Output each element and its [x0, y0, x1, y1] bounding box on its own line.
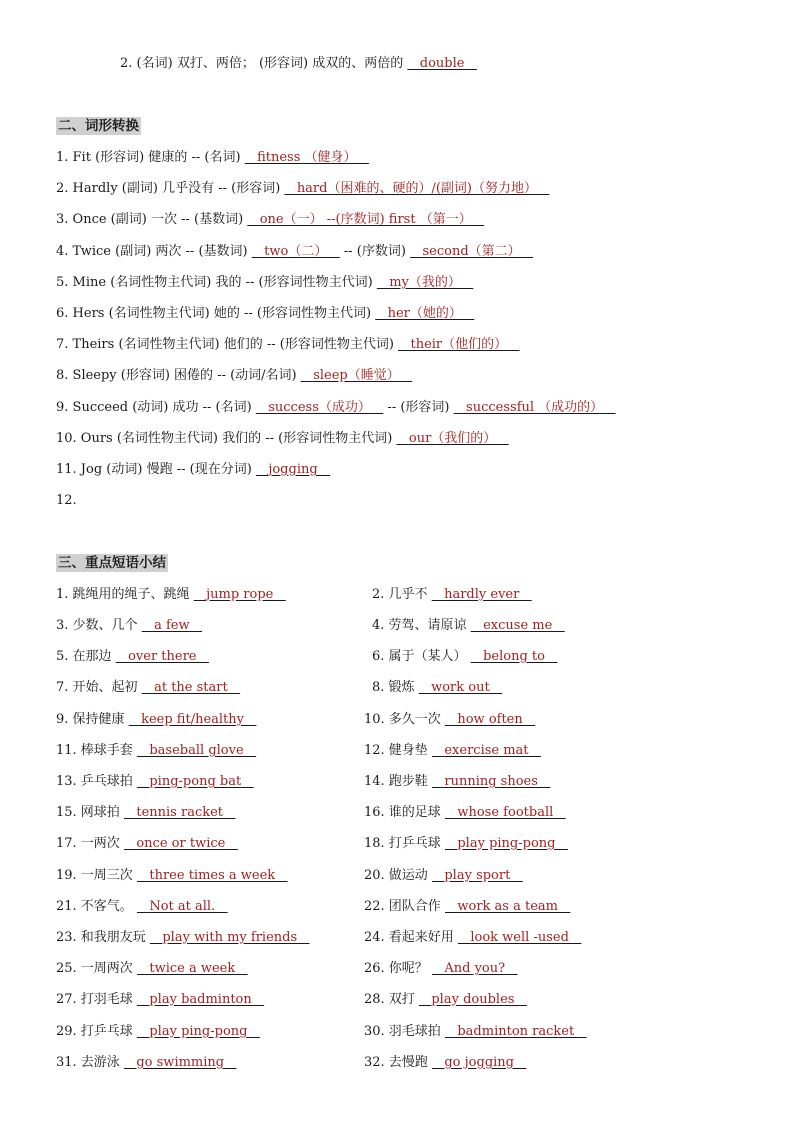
phrase-label: 16. 谁的足球 [364, 805, 441, 820]
phrase-label: 6. 属于（某人） [372, 649, 467, 664]
answer-blank [301, 368, 412, 383]
answer-blank [137, 1024, 260, 1039]
item-label: 8. Sleepy (形容词) 困倦的 -- (动词/名词) [56, 368, 297, 383]
answer-text: go swimming [136, 1055, 225, 1070]
phrase-item [364, 1054, 526, 1072]
answer-text: Not at all. [149, 899, 216, 914]
answer-blank [284, 181, 549, 196]
answer-blank [194, 587, 286, 602]
answer-blank [410, 244, 533, 259]
answer-text: once or twice [136, 836, 226, 851]
phrase-label: 17. 一两次 [56, 836, 120, 851]
phrase-item [56, 773, 254, 791]
word-form-item [56, 461, 330, 479]
answer-text: keep fit/healthy [141, 712, 245, 727]
word-form-item [56, 367, 412, 385]
phrase-label: 11. 棒球手套 [56, 743, 133, 758]
answer-text: their（他们的） [410, 337, 508, 352]
phrase-label: 20. 做运动 [364, 868, 428, 883]
phrase-item [56, 711, 256, 729]
answer-text: badminton racket [457, 1024, 575, 1039]
answer-text: play ping-pong [457, 836, 556, 851]
answer-blank [116, 649, 209, 664]
phrase-label: 31. 去游泳 [56, 1055, 120, 1070]
answer-blank [445, 805, 566, 820]
phrase-label: 30. 羽毛球拍 [364, 1024, 441, 1039]
phrase-label: 29. 打乒乓球 [56, 1024, 133, 1039]
answer-text: second（第二） [422, 244, 521, 259]
phrase-label: 2. 几乎不 [372, 587, 428, 602]
top-item [120, 55, 477, 73]
phrase-item [56, 960, 248, 978]
answer-text: my（我的） [389, 275, 461, 290]
answer-blank [150, 930, 310, 945]
phrase-item [372, 617, 565, 635]
phrase-item [364, 867, 523, 885]
phrase-label: 23. 和我朋友玩 [56, 930, 146, 945]
word-form-item [56, 211, 484, 229]
answer-blank [142, 618, 202, 633]
top-item-num: 2. [120, 56, 133, 71]
answer-blank [471, 618, 565, 633]
phrase-label: 21. 不客气。 [56, 899, 133, 914]
answer-blank [432, 743, 541, 758]
answer-text: hard（困难的、硬的）/(副词)（努力地） [296, 181, 537, 196]
answer-text: play sport [444, 868, 511, 883]
phrase-item [56, 867, 288, 885]
answer-blank [432, 587, 532, 602]
phrase-item [364, 742, 541, 760]
top-item-prefix: (名词) 双打、两倍； (形容词) 成双的、两倍的 [136, 56, 404, 71]
phrase-label: 13. 乒乓球拍 [56, 774, 133, 789]
item-label: 3. Once (副词) 一次 -- (基数词) [56, 212, 244, 227]
answer-blank [432, 868, 523, 883]
phrase-label: 19. 一周三次 [56, 868, 133, 883]
answer-text: at the start [154, 680, 228, 695]
answer-blank [137, 743, 256, 758]
answer-blank [142, 680, 240, 695]
phrase-label: 15. 网球拍 [56, 805, 120, 820]
answer-blank [247, 212, 484, 227]
phrase-label: 5. 在那边 [56, 649, 112, 664]
answer-text: a few [154, 618, 190, 633]
answer-text: jump rope [206, 587, 274, 602]
phrase-label: 22. 团队合作 [364, 899, 441, 914]
answer-blank [445, 836, 568, 851]
item-label: 6. Hers (名词性物主代词) 她的 -- (形容词性物主代词) [56, 306, 372, 321]
phrase-item [364, 991, 527, 1009]
answer-blank [396, 431, 508, 446]
answer-blank [124, 836, 238, 851]
phrase-item [56, 929, 310, 947]
answer-text: sleep（睡觉） [313, 368, 400, 383]
answer-text: excuse me [483, 618, 553, 633]
phrase-label: 9. 保持健康 [56, 712, 125, 727]
phrase-label: 12. 健身垫 [364, 743, 428, 758]
answer-text: how often [457, 712, 523, 727]
answer-blank [445, 899, 570, 914]
answer-blank [432, 774, 550, 789]
item-mid-label: -- (形容词) [383, 400, 450, 415]
phrase-label: 24. 看起来好用 [364, 930, 454, 945]
item-label: 11. Jog (动词) 慢跑 -- (现在分词) [56, 462, 252, 477]
phrase-item [56, 586, 286, 604]
phrase-item [56, 1023, 260, 1041]
answer-text: twice a week [149, 961, 236, 976]
word-form-item [56, 399, 616, 417]
phrase-item [372, 648, 557, 666]
answer-text: her（她的） [387, 306, 462, 321]
item-label: 1. Fit (形容词) 健康的 -- (名词) [56, 150, 241, 165]
word-form-item [56, 274, 473, 292]
answer-blank [137, 868, 288, 883]
answer-blank [419, 680, 502, 695]
phrase-item [56, 804, 235, 822]
item-label: 4. Twice (副词) 两次 -- (基数词) [56, 244, 248, 259]
answer-text: play badminton [149, 992, 252, 1007]
answer-text: work as a team [457, 899, 558, 914]
answer-blank [137, 961, 248, 976]
answer-blank [377, 275, 473, 290]
answer-text: three times a week [149, 868, 276, 883]
answer-blank [432, 961, 518, 976]
phrase-item [364, 773, 550, 791]
word-form-item [56, 305, 474, 323]
answer-blank [137, 774, 254, 789]
answer-blank [445, 712, 535, 727]
section-heading-phrases: 三、重点短语小结 [58, 555, 166, 571]
answer-text: And you? [444, 961, 506, 976]
item-label: 2. Hardly (副词) 几乎没有 -- (形容词) [56, 181, 281, 196]
phrase-label: 28. 双打 [364, 992, 415, 1007]
answer-text: play with my friends [162, 930, 298, 945]
answer-text: exercise mat [444, 743, 529, 758]
answer-blank [124, 805, 235, 820]
phrase-item [364, 898, 570, 916]
answer-blank [375, 306, 474, 321]
phrase-item [364, 835, 568, 853]
item-mid-label: -- (序数词) [339, 244, 406, 259]
word-form-item [56, 336, 520, 354]
answer-blank [245, 150, 369, 165]
phrase-label: 27. 打羽毛球 [56, 992, 133, 1007]
answer-blank [407, 56, 477, 71]
item-label: 10. Ours (名词性物主代词) 我们的 -- (形容词性物主代词) [56, 431, 393, 446]
phrase-item [364, 1023, 587, 1041]
phrase-item [372, 586, 532, 604]
answer-text: belong to [483, 649, 545, 664]
word-form-item [56, 243, 533, 261]
phrase-item [56, 991, 264, 1009]
phrase-item [56, 742, 256, 760]
phrase-label: 1. 跳绳用的绳子、跳绳 [56, 587, 190, 602]
phrase-label: 4. 劳驾、请原谅 [372, 618, 467, 633]
answer-text: running shoes [444, 774, 538, 789]
answer-blank [398, 337, 519, 352]
answer-blank [454, 400, 616, 415]
answer-text: tennis racket [136, 805, 224, 820]
answer-text: success（成功） [268, 400, 371, 415]
phrase-item [364, 711, 535, 729]
answer-blank [129, 712, 257, 727]
answer-text: hardly ever [444, 587, 520, 602]
answer-blank [458, 930, 581, 945]
phrase-item [56, 1054, 237, 1072]
phrase-item [372, 679, 502, 697]
answer-text: two（二） [264, 244, 328, 259]
phrase-label: 8. 锻炼 [372, 680, 415, 695]
answer-text: our（我们的） [408, 431, 497, 446]
answer-text: double [419, 56, 465, 71]
phrase-item [364, 929, 581, 947]
phrase-label: 10. 多久一次 [364, 712, 441, 727]
phrase-label: 7. 开始、起初 [56, 680, 138, 695]
answer-text: jogging [268, 462, 318, 477]
phrase-label: 32. 去慢跑 [364, 1055, 428, 1070]
answer-text: ping-pong bat [149, 774, 242, 789]
answer-text: successful （成功的） [466, 400, 604, 415]
section-heading-word-forms: 二、词形转换 [58, 118, 139, 134]
answer-text: go jogging [444, 1055, 514, 1070]
word-form-item [56, 149, 369, 167]
answer-text: look well -used [470, 930, 569, 945]
answer-text: play doubles [431, 992, 515, 1007]
answer-blank [252, 244, 340, 259]
phrase-label: 26. 你呢？ [364, 961, 428, 976]
phrase-item [56, 648, 209, 666]
answer-text: baseball glove [149, 743, 244, 758]
answer-blank [419, 992, 527, 1007]
answer-blank [471, 649, 558, 664]
answer-blank [445, 1024, 587, 1039]
answer-text: over there [128, 649, 197, 664]
phrase-item [364, 804, 566, 822]
phrase-item [364, 960, 518, 978]
word-form-item [56, 430, 509, 448]
answer-blank [256, 462, 330, 477]
item-label: 9. Succeed (动词) 成功 -- (名词) [56, 400, 252, 415]
phrase-label: 3. 少数、几个 [56, 618, 138, 633]
answer-blank [137, 899, 228, 914]
answer-text: fitness （健身） [257, 150, 357, 165]
phrase-item [56, 617, 202, 635]
item-label: 12. [56, 493, 77, 508]
answer-blank [124, 1055, 237, 1070]
answer-text: play ping-pong [149, 1024, 248, 1039]
answer-text: one（一） --(序数词) first （第一） [259, 212, 472, 227]
phrase-item [56, 679, 240, 697]
answer-blank [256, 400, 383, 415]
phrase-item [56, 835, 238, 853]
word-form-item [56, 492, 77, 510]
answer-blank [432, 1055, 526, 1070]
answer-blank [137, 992, 264, 1007]
phrase-label: 25. 一周两次 [56, 961, 133, 976]
phrase-label: 18. 打乒乓球 [364, 836, 441, 851]
item-label: 5. Mine (名词性物主代词) 我的 -- (形容词性物主代词) [56, 275, 373, 290]
phrase-label: 14. 跑步鞋 [364, 774, 428, 789]
phrase-item [56, 898, 228, 916]
answer-text: work out [431, 680, 490, 695]
answer-text: whose football [457, 805, 554, 820]
word-form-item [56, 180, 549, 198]
item-label: 7. Theirs (名词性物主代词) 他们的 -- (形容词性物主代词) [56, 337, 394, 352]
